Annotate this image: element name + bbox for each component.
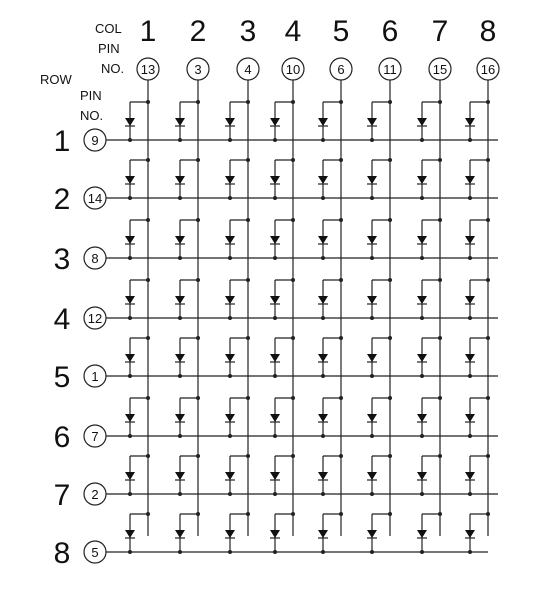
row-junction-r3c8 [468,256,472,260]
column-number-1: 1 [139,15,157,48]
row-labels [54,125,106,570]
row-junction-r1c8 [468,138,472,142]
row-number-8: 8 [53,537,71,570]
col-label: COL [95,21,122,36]
led-diode-r7c6 [367,472,377,480]
row-junction-r3c1 [128,256,132,260]
row-no-label: NO. [80,108,104,123]
row-junction-r8c1 [128,550,132,554]
led-diode-r1c8 [465,118,475,126]
junction-dot-r3c6 [388,218,392,222]
led-diode-r2c1 [125,176,135,184]
junction-dot-r7c6 [388,454,392,458]
junction-dot-r6c2 [196,396,200,400]
junction-dot-r2c2 [196,158,200,162]
junction-dot-r2c1 [146,158,150,162]
junction-dot-r3c2 [196,218,200,222]
led-diode-r8c8 [465,530,475,538]
junction-dot-r6c4 [291,396,295,400]
row-junction-r5c7 [420,374,424,378]
row-junction-r3c7 [420,256,424,260]
led-diode-r8c2 [175,530,185,538]
junction-dot-r8c7 [438,512,442,516]
row-junction-r6c6 [370,434,374,438]
row-junction-r4c6 [370,316,374,320]
row-junction-r7c8 [468,492,472,496]
row-pin-label: PIN [80,88,102,103]
led-diode-r8c7 [417,530,427,538]
column-pin-2: 3 [194,62,202,77]
row-junction-r6c2 [178,434,182,438]
junction-dot-r4c3 [246,278,250,282]
row-label: ROW [40,72,72,87]
led-diode-r4c8 [465,296,475,304]
row-junction-r8c8 [468,550,472,554]
row-number-1: 1 [53,125,71,158]
led-diode-r6c3 [225,414,235,422]
row-number-7: 7 [53,479,71,512]
row-number-4: 4 [53,303,71,336]
row-junction-r6c1 [128,434,132,438]
row-junction-r3c2 [178,256,182,260]
row-pin-7: 2 [91,487,99,502]
led-diode-r8c5 [318,530,328,538]
led-diode-r7c1 [125,472,135,480]
row-junction-r8c3 [228,550,232,554]
junction-dot-r7c1 [146,454,150,458]
row-junction-r4c8 [468,316,472,320]
junction-dot-r4c2 [196,278,200,282]
led-diode-r4c2 [175,296,185,304]
column-pin-1: 13 [140,62,156,77]
junction-dot-r6c6 [388,396,392,400]
header-labels [40,21,124,123]
led-diode-r6c2 [175,414,185,422]
row-junction-r5c4 [273,374,277,378]
row-junction-r2c3 [228,196,232,200]
row-junction-r6c5 [321,434,325,438]
row-junction-r5c3 [228,374,232,378]
led-diode-r5c6 [367,354,377,362]
column-pin-4: 10 [285,62,301,77]
led-diode-r7c7 [417,472,427,480]
junction-dot-r1c3 [246,100,250,104]
led-diode-r1c5 [318,118,328,126]
column-number-7: 7 [431,15,449,48]
led-diode-r5c2 [175,354,185,362]
led-diode-r3c8 [465,236,475,244]
led-diode-r8c1 [125,530,135,538]
row-junction-r6c3 [228,434,232,438]
led-diode-r6c6 [367,414,377,422]
row-junction-r8c2 [178,550,182,554]
junction-dot-r3c8 [486,218,490,222]
junction-dot-r1c4 [291,100,295,104]
junction-dot-r1c1 [146,100,150,104]
row-pin-2: 14 [87,191,103,206]
junction-dot-r5c4 [291,336,295,340]
junction-dot-r1c5 [339,100,343,104]
junction-dot-r6c1 [146,396,150,400]
led-diode-r5c1 [125,354,135,362]
row-junction-r7c6 [370,492,374,496]
junction-dot-r8c8 [486,512,490,516]
led-diode-r3c5 [318,236,328,244]
row-number-5: 5 [53,361,71,394]
junction-dot-r3c5 [339,218,343,222]
row-junction-r4c7 [420,316,424,320]
led-diode-r7c8 [465,472,475,480]
column-pin-6: 11 [383,62,397,77]
junction-dot-r7c7 [438,454,442,458]
junction-dot-r7c3 [246,454,250,458]
row-junction-r7c7 [420,492,424,496]
led-diode-r2c7 [417,176,427,184]
row-junction-r1c4 [273,138,277,142]
junction-dot-r6c7 [438,396,442,400]
row-junction-r4c1 [128,316,132,320]
junction-dot-r1c7 [438,100,442,104]
junction-dot-r1c8 [486,100,490,104]
led-diode-r3c1 [125,236,135,244]
led-diode-r2c8 [465,176,475,184]
led-diode-r7c4 [270,472,280,480]
junction-dot-r6c3 [246,396,250,400]
junction-dot-r2c7 [438,158,442,162]
row-pin-5: 1 [91,369,99,384]
col-no-label: NO. [101,61,125,76]
column-pin-7: 15 [432,62,448,77]
column-number-5: 5 [332,15,350,48]
row-number-2: 2 [53,183,71,216]
led-diode-r3c7 [417,236,427,244]
junction-dot-r4c5 [339,278,343,282]
row-junction-r4c2 [178,316,182,320]
junction-dot-r3c1 [146,218,150,222]
junction-dot-r5c8 [486,336,490,340]
row-junction-r2c6 [370,196,374,200]
row-junction-r7c4 [273,492,277,496]
led-diode-r2c5 [318,176,328,184]
column-labels [137,15,499,80]
junction-dot-r7c5 [339,454,343,458]
column-number-4: 4 [284,15,302,48]
led-diode-r2c2 [175,176,185,184]
junction-dot-r7c8 [486,454,490,458]
led-diode-r7c5 [318,472,328,480]
row-pin-4: 12 [87,311,103,326]
row-junction-r1c7 [420,138,424,142]
row-junction-r6c7 [420,434,424,438]
led-diode-r2c6 [367,176,377,184]
led-diode-r2c4 [270,176,280,184]
led-diode-r5c3 [225,354,235,362]
row-junction-r5c2 [178,374,182,378]
junction-dot-r4c7 [438,278,442,282]
led-diode-r1c4 [270,118,280,126]
row-junction-r5c5 [321,374,325,378]
led-diode-r5c4 [270,354,280,362]
junction-dot-r8c4 [291,512,295,516]
row-junction-r7c3 [228,492,232,496]
column-pin-5: 6 [337,62,345,77]
led-diode-r1c3 [225,118,235,126]
junction-dot-r3c4 [291,218,295,222]
row-junction-r2c4 [273,196,277,200]
junction-dot-r4c8 [486,278,490,282]
led-diode-r4c6 [367,296,377,304]
led-diode-r4c5 [318,296,328,304]
row-junction-r3c3 [228,256,232,260]
junction-dot-r6c8 [486,396,490,400]
junction-dot-r6c5 [339,396,343,400]
column-number-8: 8 [479,15,497,48]
row-junction-r8c5 [321,550,325,554]
led-diode-r4c4 [270,296,280,304]
led-diode-r5c7 [417,354,427,362]
row-junction-r4c3 [228,316,232,320]
led-diode-r1c2 [175,118,185,126]
row-junction-r8c7 [420,550,424,554]
row-pin-1: 9 [91,133,99,148]
row-junction-r8c6 [370,550,374,554]
row-pin-3: 8 [91,251,99,266]
junction-dot-r2c5 [339,158,343,162]
led-diode-r1c7 [417,118,427,126]
row-junction-r3c4 [273,256,277,260]
row-junction-r6c4 [273,434,277,438]
led-diode-r3c6 [367,236,377,244]
junction-dot-r5c6 [388,336,392,340]
junction-dot-r1c6 [388,100,392,104]
junction-dot-r7c2 [196,454,200,458]
row-junction-r3c5 [321,256,325,260]
junction-dot-r3c3 [246,218,250,222]
row-number-6: 6 [53,421,71,454]
junction-dot-r5c3 [246,336,250,340]
junction-dot-r4c6 [388,278,392,282]
column-number-2: 2 [189,15,207,48]
junction-dot-r7c4 [291,454,295,458]
junction-dot-r2c3 [246,158,250,162]
junction-dot-r2c6 [388,158,392,162]
led-diode-r8c4 [270,530,280,538]
junction-dot-r8c5 [339,512,343,516]
junction-dot-r8c2 [196,512,200,516]
col-pin-label: PIN [98,41,120,56]
row-junction-r7c2 [178,492,182,496]
row-junction-r2c8 [468,196,472,200]
row-junction-r5c1 [128,374,132,378]
led-diode-r6c5 [318,414,328,422]
led-diode-r7c3 [225,472,235,480]
led-diode-r2c3 [225,176,235,184]
row-junction-r2c1 [128,196,132,200]
led-diode-r3c2 [175,236,185,244]
junction-dot-r8c1 [146,512,150,516]
junction-dot-r5c1 [146,336,150,340]
column-pin-3: 4 [244,62,252,77]
row-junction-r8c4 [273,550,277,554]
row-junction-r1c5 [321,138,325,142]
led-diode-r3c3 [225,236,235,244]
row-junction-r1c1 [128,138,132,142]
row-junction-r5c8 [468,374,472,378]
row-junction-r7c5 [321,492,325,496]
led-diode-r5c8 [465,354,475,362]
row-junction-r3c6 [370,256,374,260]
row-junction-r1c6 [370,138,374,142]
wiring [106,80,498,554]
column-pin-8: 16 [480,62,496,77]
led-diode-r1c1 [125,118,135,126]
row-number-3: 3 [53,243,71,276]
led-diode-r5c5 [318,354,328,362]
junction-dot-r2c8 [486,158,490,162]
row-junction-r2c5 [321,196,325,200]
led-diode-r8c6 [367,530,377,538]
led-diode-r1c6 [367,118,377,126]
junction-dot-r8c6 [388,512,392,516]
row-junction-r1c2 [178,138,182,142]
led-diode-r8c3 [225,530,235,538]
row-junction-r2c7 [420,196,424,200]
row-junction-r1c3 [228,138,232,142]
led-diode-r6c8 [465,414,475,422]
row-junction-r4c4 [273,316,277,320]
led-diode-r4c3 [225,296,235,304]
junction-dot-r4c1 [146,278,150,282]
row-junction-r7c1 [128,492,132,496]
led-diode-r6c4 [270,414,280,422]
column-number-6: 6 [381,15,399,48]
led-diode-r4c7 [417,296,427,304]
row-junction-r2c2 [178,196,182,200]
junction-dot-r4c4 [291,278,295,282]
led-diode-r4c1 [125,296,135,304]
junction-dot-r1c2 [196,100,200,104]
led-diode-r6c1 [125,414,135,422]
junction-dot-r5c2 [196,336,200,340]
row-pin-8: 5 [91,545,99,560]
junction-dot-r5c7 [438,336,442,340]
led-diode-r3c4 [270,236,280,244]
row-junction-r5c6 [370,374,374,378]
column-number-3: 3 [239,15,257,48]
row-junction-r6c8 [468,434,472,438]
junction-dot-r3c7 [438,218,442,222]
led-diode-r7c2 [175,472,185,480]
row-pin-6: 7 [91,429,99,444]
junction-dot-r2c4 [291,158,295,162]
junction-dot-r5c5 [339,336,343,340]
led-diodes [125,118,475,538]
junction-dot-r8c3 [246,512,250,516]
led-diode-r6c7 [417,414,427,422]
row-junction-r4c5 [321,316,325,320]
